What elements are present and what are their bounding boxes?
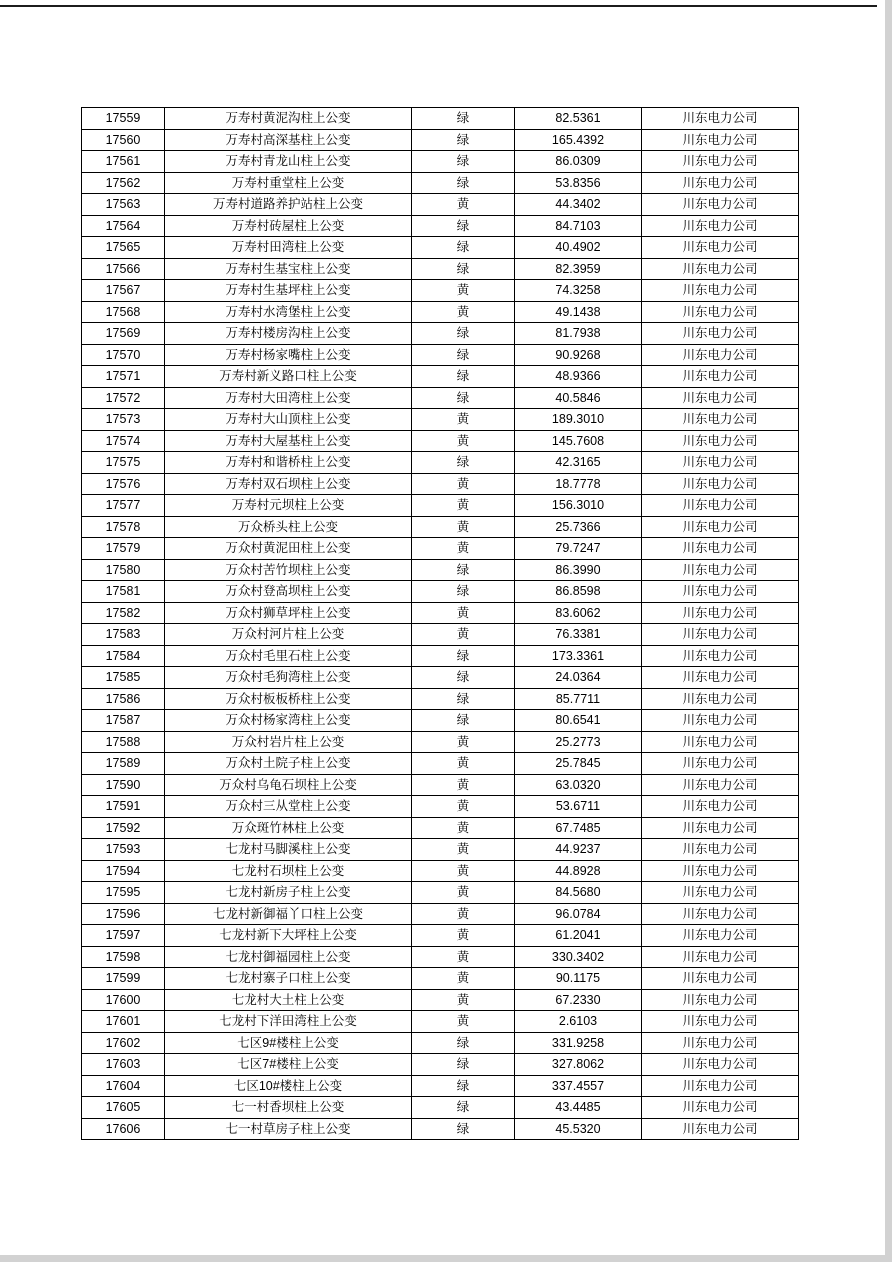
status-cell: 绿	[412, 323, 515, 345]
company-cell: 川东电力公司	[642, 731, 799, 753]
company-cell: 川东电力公司	[642, 430, 799, 452]
status-cell: 黄	[412, 989, 515, 1011]
status-cell: 绿	[412, 452, 515, 474]
company-cell: 川东电力公司	[642, 1075, 799, 1097]
table-row	[82, 710, 799, 732]
name-cell: 七区7#楼柱上公变	[165, 1054, 412, 1076]
status-cell: 黄	[412, 473, 515, 495]
table-row	[82, 925, 799, 947]
name-cell: 万寿村高深基柱上公变	[165, 129, 412, 151]
name-cell: 七一村香坝柱上公变	[165, 1097, 412, 1119]
value-cell: 67.7485	[515, 817, 642, 839]
value-cell: 82.3959	[515, 258, 642, 280]
name-cell: 七龙村马脚溪柱上公变	[165, 839, 412, 861]
company-cell: 川东电力公司	[642, 344, 799, 366]
name-cell: 万众村毛狗湾柱上公变	[165, 667, 412, 689]
name-cell: 万寿村水湾堡柱上公变	[165, 301, 412, 323]
row-id-cell: 17596	[82, 903, 165, 925]
value-cell: 25.2773	[515, 731, 642, 753]
page-bottom-edge	[0, 1255, 892, 1262]
value-cell: 173.3361	[515, 645, 642, 667]
name-cell: 七龙村大土柱上公变	[165, 989, 412, 1011]
row-id-cell: 17562	[82, 172, 165, 194]
company-cell: 川东电力公司	[642, 129, 799, 151]
name-cell: 万寿村大田湾柱上公变	[165, 387, 412, 409]
row-id-cell: 17571	[82, 366, 165, 388]
table-row	[82, 731, 799, 753]
company-cell: 川东电力公司	[642, 968, 799, 990]
table-row	[82, 559, 799, 581]
row-id-cell: 17560	[82, 129, 165, 151]
name-cell: 万寿村和谐桥柱上公变	[165, 452, 412, 474]
table-row	[82, 946, 799, 968]
status-cell: 绿	[412, 1054, 515, 1076]
status-cell: 黄	[412, 839, 515, 861]
page-right-edge	[885, 0, 892, 1262]
row-id-cell: 17585	[82, 667, 165, 689]
value-cell: 330.3402	[515, 946, 642, 968]
value-cell: 331.9258	[515, 1032, 642, 1054]
status-cell: 绿	[412, 667, 515, 689]
status-cell: 绿	[412, 366, 515, 388]
row-id-cell: 17592	[82, 817, 165, 839]
row-id-cell: 17569	[82, 323, 165, 345]
status-cell: 绿	[412, 344, 515, 366]
company-cell: 川东电力公司	[642, 1011, 799, 1033]
status-cell: 黄	[412, 538, 515, 560]
status-cell: 黄	[412, 882, 515, 904]
value-cell: 61.2041	[515, 925, 642, 947]
row-id-cell: 17601	[82, 1011, 165, 1033]
name-cell: 万众村河片柱上公变	[165, 624, 412, 646]
row-id-cell: 17563	[82, 194, 165, 216]
status-cell: 黄	[412, 774, 515, 796]
value-cell: 44.9237	[515, 839, 642, 861]
name-cell: 万众村三从堂柱上公变	[165, 796, 412, 818]
table-row	[82, 989, 799, 1011]
name-cell: 万寿村新义路口柱上公变	[165, 366, 412, 388]
status-cell: 绿	[412, 172, 515, 194]
value-cell: 2.6103	[515, 1011, 642, 1033]
row-id-cell: 17604	[82, 1075, 165, 1097]
value-cell: 86.0309	[515, 151, 642, 173]
value-cell: 49.1438	[515, 301, 642, 323]
table-body	[82, 108, 799, 1140]
row-id-cell: 17581	[82, 581, 165, 603]
table-row	[82, 280, 799, 302]
value-cell: 25.7845	[515, 753, 642, 775]
company-cell: 川东电力公司	[642, 366, 799, 388]
row-id-cell: 17602	[82, 1032, 165, 1054]
name-cell: 万寿村楼房沟柱上公变	[165, 323, 412, 345]
company-cell: 川东电力公司	[642, 452, 799, 474]
value-cell: 83.6062	[515, 602, 642, 624]
company-cell: 川东电力公司	[642, 925, 799, 947]
name-cell: 万众村乌龟石坝柱上公变	[165, 774, 412, 796]
status-cell: 黄	[412, 753, 515, 775]
company-cell: 川东电力公司	[642, 688, 799, 710]
status-cell: 黄	[412, 903, 515, 925]
company-cell: 川东电力公司	[642, 1032, 799, 1054]
company-cell: 川东电力公司	[642, 989, 799, 1011]
status-cell: 绿	[412, 129, 515, 151]
value-cell: 85.7711	[515, 688, 642, 710]
name-cell: 万寿村黄泥沟柱上公变	[165, 108, 412, 130]
row-id-cell: 17598	[82, 946, 165, 968]
company-cell: 川东电力公司	[642, 602, 799, 624]
name-cell: 七龙村御福园柱上公变	[165, 946, 412, 968]
status-cell: 黄	[412, 430, 515, 452]
row-id-cell: 17603	[82, 1054, 165, 1076]
company-cell: 川东电力公司	[642, 495, 799, 517]
value-cell: 67.2330	[515, 989, 642, 1011]
value-cell: 53.8356	[515, 172, 642, 194]
status-cell: 黄	[412, 946, 515, 968]
status-cell: 绿	[412, 151, 515, 173]
table-row	[82, 344, 799, 366]
status-cell: 绿	[412, 710, 515, 732]
status-cell: 黄	[412, 301, 515, 323]
company-cell: 川东电力公司	[642, 1118, 799, 1140]
table-row	[82, 1118, 799, 1140]
table-row	[82, 667, 799, 689]
value-cell: 82.5361	[515, 108, 642, 130]
status-cell: 绿	[412, 1032, 515, 1054]
table-row	[82, 108, 799, 130]
transformer-table	[81, 107, 799, 1140]
table-row	[82, 194, 799, 216]
status-cell: 绿	[412, 215, 515, 237]
table-row	[82, 473, 799, 495]
company-cell: 川东电力公司	[642, 108, 799, 130]
table-row	[82, 1011, 799, 1033]
company-cell: 川东电力公司	[642, 624, 799, 646]
company-cell: 川东电力公司	[642, 258, 799, 280]
row-id-cell: 17577	[82, 495, 165, 517]
table-row	[82, 323, 799, 345]
company-cell: 川东电力公司	[642, 1097, 799, 1119]
name-cell: 万众村毛里石柱上公变	[165, 645, 412, 667]
status-cell: 绿	[412, 387, 515, 409]
row-id-cell: 17583	[82, 624, 165, 646]
name-cell: 七区9#楼柱上公变	[165, 1032, 412, 1054]
table-row	[82, 215, 799, 237]
value-cell: 44.8928	[515, 860, 642, 882]
table-row	[82, 237, 799, 259]
table-row	[82, 624, 799, 646]
value-cell: 327.8062	[515, 1054, 642, 1076]
row-id-cell: 17572	[82, 387, 165, 409]
status-cell: 黄	[412, 860, 515, 882]
name-cell: 七龙村新房子柱上公变	[165, 882, 412, 904]
name-cell: 万众村登高坝柱上公变	[165, 581, 412, 603]
table-row	[82, 452, 799, 474]
status-cell: 绿	[412, 645, 515, 667]
table-row	[82, 860, 799, 882]
table-row	[82, 903, 799, 925]
value-cell: 63.0320	[515, 774, 642, 796]
row-id-cell: 17568	[82, 301, 165, 323]
status-cell: 黄	[412, 624, 515, 646]
status-cell: 绿	[412, 1118, 515, 1140]
table-row	[82, 796, 799, 818]
name-cell: 万众村岩片柱上公变	[165, 731, 412, 753]
row-id-cell: 17590	[82, 774, 165, 796]
company-cell: 川东电力公司	[642, 280, 799, 302]
name-cell: 万寿村双石坝柱上公变	[165, 473, 412, 495]
name-cell: 万众桥头柱上公变	[165, 516, 412, 538]
table-row	[82, 774, 799, 796]
name-cell: 万众村板板桥柱上公变	[165, 688, 412, 710]
table-row	[82, 151, 799, 173]
value-cell: 96.0784	[515, 903, 642, 925]
row-id-cell: 17605	[82, 1097, 165, 1119]
value-cell: 189.3010	[515, 409, 642, 431]
table-row	[82, 366, 799, 388]
value-cell: 53.6711	[515, 796, 642, 818]
row-id-cell: 17575	[82, 452, 165, 474]
row-id-cell: 17595	[82, 882, 165, 904]
status-cell: 黄	[412, 495, 515, 517]
row-id-cell: 17561	[82, 151, 165, 173]
table-row	[82, 516, 799, 538]
name-cell: 七龙村新御福丫口柱上公变	[165, 903, 412, 925]
name-cell: 万众村杨家湾柱上公变	[165, 710, 412, 732]
value-cell: 43.4485	[515, 1097, 642, 1119]
status-cell: 绿	[412, 108, 515, 130]
row-id-cell: 17564	[82, 215, 165, 237]
value-cell: 81.7938	[515, 323, 642, 345]
table-row	[82, 1054, 799, 1076]
table-row	[82, 1032, 799, 1054]
table-row	[82, 839, 799, 861]
status-cell: 黄	[412, 817, 515, 839]
value-cell: 74.3258	[515, 280, 642, 302]
row-id-cell: 17584	[82, 645, 165, 667]
value-cell: 44.3402	[515, 194, 642, 216]
status-cell: 黄	[412, 516, 515, 538]
row-id-cell: 17599	[82, 968, 165, 990]
name-cell: 万寿村田湾柱上公变	[165, 237, 412, 259]
value-cell: 25.7366	[515, 516, 642, 538]
name-cell: 七一村草房子柱上公变	[165, 1118, 412, 1140]
name-cell: 万寿村大屋基柱上公变	[165, 430, 412, 452]
table-row	[82, 430, 799, 452]
value-cell: 90.1175	[515, 968, 642, 990]
company-cell: 川东电力公司	[642, 817, 799, 839]
value-cell: 79.7247	[515, 538, 642, 560]
name-cell: 万寿村道路养护站柱上公变	[165, 194, 412, 216]
row-id-cell: 17582	[82, 602, 165, 624]
value-cell: 84.5680	[515, 882, 642, 904]
table-row	[82, 1097, 799, 1119]
row-id-cell: 17589	[82, 753, 165, 775]
value-cell: 165.4392	[515, 129, 642, 151]
name-cell: 七龙村新下大坪柱上公变	[165, 925, 412, 947]
status-cell: 黄	[412, 968, 515, 990]
status-cell: 黄	[412, 409, 515, 431]
table-row	[82, 538, 799, 560]
table-row	[82, 172, 799, 194]
row-id-cell: 17574	[82, 430, 165, 452]
company-cell: 川东电力公司	[642, 215, 799, 237]
name-cell: 万众斑竹林柱上公变	[165, 817, 412, 839]
table-row	[82, 1075, 799, 1097]
company-cell: 川东电力公司	[642, 559, 799, 581]
status-cell: 黄	[412, 796, 515, 818]
company-cell: 川东电力公司	[642, 710, 799, 732]
company-cell: 川东电力公司	[642, 301, 799, 323]
company-cell: 川东电力公司	[642, 473, 799, 495]
name-cell: 七区10#楼柱上公变	[165, 1075, 412, 1097]
company-cell: 川东电力公司	[642, 946, 799, 968]
name-cell: 万众村土院子柱上公变	[165, 753, 412, 775]
value-cell: 40.5846	[515, 387, 642, 409]
table-row	[82, 688, 799, 710]
name-cell: 万寿村生基宝柱上公变	[165, 258, 412, 280]
row-id-cell: 17588	[82, 731, 165, 753]
row-id-cell: 17567	[82, 280, 165, 302]
status-cell: 绿	[412, 237, 515, 259]
company-cell: 川东电力公司	[642, 172, 799, 194]
table-row	[82, 968, 799, 990]
table-row	[82, 495, 799, 517]
name-cell: 万寿村杨家嘴柱上公变	[165, 344, 412, 366]
table-row	[82, 645, 799, 667]
transformer-table-container	[81, 107, 798, 1140]
table-row	[82, 301, 799, 323]
company-cell: 川东电力公司	[642, 839, 799, 861]
row-id-cell: 17559	[82, 108, 165, 130]
company-cell: 川东电力公司	[642, 409, 799, 431]
table-row	[82, 817, 799, 839]
name-cell: 万众村黄泥田柱上公变	[165, 538, 412, 560]
company-cell: 川东电力公司	[642, 860, 799, 882]
row-id-cell: 17600	[82, 989, 165, 1011]
value-cell: 76.3381	[515, 624, 642, 646]
company-cell: 川东电力公司	[642, 151, 799, 173]
company-cell: 川东电力公司	[642, 774, 799, 796]
top-page-rule	[0, 5, 877, 7]
value-cell: 84.7103	[515, 215, 642, 237]
row-id-cell: 17570	[82, 344, 165, 366]
status-cell: 绿	[412, 559, 515, 581]
row-id-cell: 17576	[82, 473, 165, 495]
name-cell: 万寿村大山顶柱上公变	[165, 409, 412, 431]
table-row	[82, 602, 799, 624]
status-cell: 绿	[412, 258, 515, 280]
company-cell: 川东电力公司	[642, 645, 799, 667]
table-row	[82, 387, 799, 409]
row-id-cell: 17594	[82, 860, 165, 882]
status-cell: 黄	[412, 1011, 515, 1033]
value-cell: 337.4557	[515, 1075, 642, 1097]
value-cell: 145.7608	[515, 430, 642, 452]
value-cell: 90.9268	[515, 344, 642, 366]
company-cell: 川东电力公司	[642, 237, 799, 259]
status-cell: 黄	[412, 602, 515, 624]
row-id-cell: 17566	[82, 258, 165, 280]
status-cell: 黄	[412, 731, 515, 753]
name-cell: 万寿村生基坪柱上公变	[165, 280, 412, 302]
status-cell: 黄	[412, 194, 515, 216]
table-row	[82, 129, 799, 151]
row-id-cell: 17597	[82, 925, 165, 947]
company-cell: 川东电力公司	[642, 796, 799, 818]
company-cell: 川东电力公司	[642, 538, 799, 560]
company-cell: 川东电力公司	[642, 581, 799, 603]
value-cell: 24.0364	[515, 667, 642, 689]
status-cell: 绿	[412, 1097, 515, 1119]
row-id-cell: 17606	[82, 1118, 165, 1140]
name-cell: 七龙村寨子口柱上公变	[165, 968, 412, 990]
value-cell: 86.3990	[515, 559, 642, 581]
table-row	[82, 409, 799, 431]
name-cell: 万众村狮草坪柱上公变	[165, 602, 412, 624]
company-cell: 川东电力公司	[642, 667, 799, 689]
value-cell: 86.8598	[515, 581, 642, 603]
value-cell: 42.3165	[515, 452, 642, 474]
table-row	[82, 882, 799, 904]
table-row	[82, 753, 799, 775]
status-cell: 绿	[412, 1075, 515, 1097]
status-cell: 黄	[412, 280, 515, 302]
company-cell: 川东电力公司	[642, 387, 799, 409]
row-id-cell: 17578	[82, 516, 165, 538]
row-id-cell: 17593	[82, 839, 165, 861]
table-row	[82, 258, 799, 280]
value-cell: 45.5320	[515, 1118, 642, 1140]
value-cell: 48.9366	[515, 366, 642, 388]
status-cell: 绿	[412, 581, 515, 603]
name-cell: 万寿村青龙山柱上公变	[165, 151, 412, 173]
name-cell: 七龙村下洋田湾柱上公变	[165, 1011, 412, 1033]
status-cell: 黄	[412, 925, 515, 947]
row-id-cell: 17565	[82, 237, 165, 259]
company-cell: 川东电力公司	[642, 194, 799, 216]
value-cell: 80.6541	[515, 710, 642, 732]
name-cell: 万寿村砖屋柱上公变	[165, 215, 412, 237]
row-id-cell: 17587	[82, 710, 165, 732]
company-cell: 川东电力公司	[642, 882, 799, 904]
name-cell: 万众村苦竹坝柱上公变	[165, 559, 412, 581]
row-id-cell: 17586	[82, 688, 165, 710]
name-cell: 七龙村石坝柱上公变	[165, 860, 412, 882]
value-cell: 40.4902	[515, 237, 642, 259]
company-cell: 川东电力公司	[642, 323, 799, 345]
value-cell: 18.7778	[515, 473, 642, 495]
row-id-cell: 17579	[82, 538, 165, 560]
status-cell: 绿	[412, 688, 515, 710]
name-cell: 万寿村元坝柱上公变	[165, 495, 412, 517]
company-cell: 川东电力公司	[642, 1054, 799, 1076]
value-cell: 156.3010	[515, 495, 642, 517]
company-cell: 川东电力公司	[642, 753, 799, 775]
row-id-cell: 17573	[82, 409, 165, 431]
row-id-cell: 17580	[82, 559, 165, 581]
row-id-cell: 17591	[82, 796, 165, 818]
company-cell: 川东电力公司	[642, 903, 799, 925]
name-cell: 万寿村重堂柱上公变	[165, 172, 412, 194]
company-cell: 川东电力公司	[642, 516, 799, 538]
table-row	[82, 581, 799, 603]
